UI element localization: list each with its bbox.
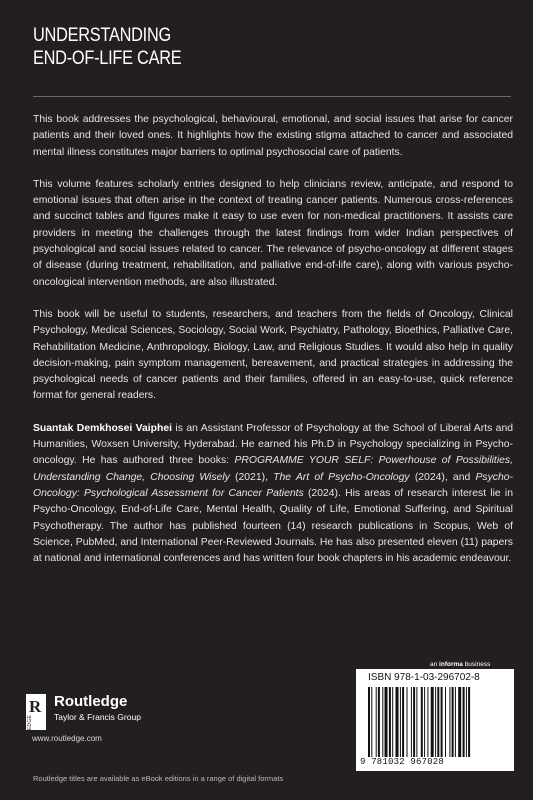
title-divider [33, 96, 511, 97]
author-name: Suantak Demkhosei Vaiphei [33, 422, 173, 434]
publisher-group: Taylor & Francis Group [54, 712, 141, 722]
isbn-digits: 9 781032 967028 [360, 757, 445, 767]
bio-text: (2021), [229, 471, 274, 483]
blurb-paragraph-3: This book will be useful to students, researchers, and teachers from the fields of Oncology, Clinical Psychology, Medical Sciences, Sociology, Social Work, Psychiatry, Pathology, Bioethics, Palliative Care, Rehabilitation Medicine, Anthropology, Biology, Law, and Religious Studies. It would also help in quality decision-making, pain symptom management, bereavement, and practical strategies in addressing the psychological needs of cancer patients and their families, offered in an easy-to-use, quick reference format for general readers. [33, 308, 513, 402]
bio-text: (2024). His areas of research interest lie in Psycho-Oncology, End-of-Life Care, Mental Health, Quality of Life, Emotional Suffering, and Spiritual Psychotherapy. The author has published fourteen (14) research publications in Scopus, Web of Science, PubMed, and International Peer-Reviewed Journals. He has also presented eleven (11) papers at national and international conferences and has written four book chapters in his academic endeavour. [33, 487, 514, 565]
routledge-logo-icon [26, 694, 46, 748]
author-bio [33, 421, 513, 568]
publisher-block [26, 690, 226, 750]
book-title-line-2: END-OF-LIFE CARE [33, 48, 182, 69]
book-title-3: Psycho-Oncology: Psychological Assessment for Cancer Patients [33, 471, 513, 499]
isbn-barcode [356, 669, 514, 771]
book-title [33, 24, 181, 70]
blurb-paragraph-1: This book addresses the psychological, behavioural, emotional, and social issues that arise for cancer patients and their loved ones. It highlights how the existing stigma attached to cancer and associated mental illness constitutes major barriers to optimal psychosocial care of patients. [33, 114, 513, 158]
informa-tagline [430, 661, 490, 668]
bio-text: is an Assistant Professor of Psychology at the School of Liberal Arts and Humanities, Woxsen University, Hyderabad. He earned his Ph.D in Psychology specializing in Psycho-oncology. He has authored three books: [33, 422, 513, 467]
blurb [33, 112, 513, 583]
informa-suffix: business [462, 661, 491, 668]
logo-vertical-text: ROUTLEDGE [27, 715, 33, 748]
informa-brand: informa [439, 661, 463, 668]
logo-letter: R [29, 697, 42, 716]
bio-text: (2024), and [409, 471, 476, 483]
publisher-name: Routledge [54, 693, 128, 710]
book-title-1: PROGRAMME YOUR SELF: Powerhouse of Possibilities, Understanding Change, Choosing Wisely [33, 455, 513, 483]
publisher-url[interactable]: www.routledge.com [32, 734, 102, 743]
barcode-bars-icon [368, 687, 502, 757]
isbn-label: ISBN 978-1-03-296702-8 [368, 672, 480, 683]
book-title-2: The Art of Psycho-Oncology [273, 471, 410, 483]
informa-prefix: an [430, 661, 440, 668]
blurb-paragraph-2: This volume features scholarly entries designed to help clinicians review, anticipate, and respond to emotional issues that often arise in the context of treating cancer patients. Numerous cross-references and succinct tables and figures make it easy to use even for non-medical practitioners. It assists care providers in meeting the challenges through the latest findings from wider Indian perspectives of psychological and social issues related to cancer. The relevance of psycho-oncology at different stages of disease (during treatment, rehabilitation, and palliative end-of-life care), along with various psycho-oncological intervention methods, are also illustrated. [33, 178, 513, 288]
book-title-line-1: UNDERSTANDING [33, 25, 171, 46]
ebook-note: Routledge titles are available as eBook editions in a range of digital formats [33, 774, 284, 783]
